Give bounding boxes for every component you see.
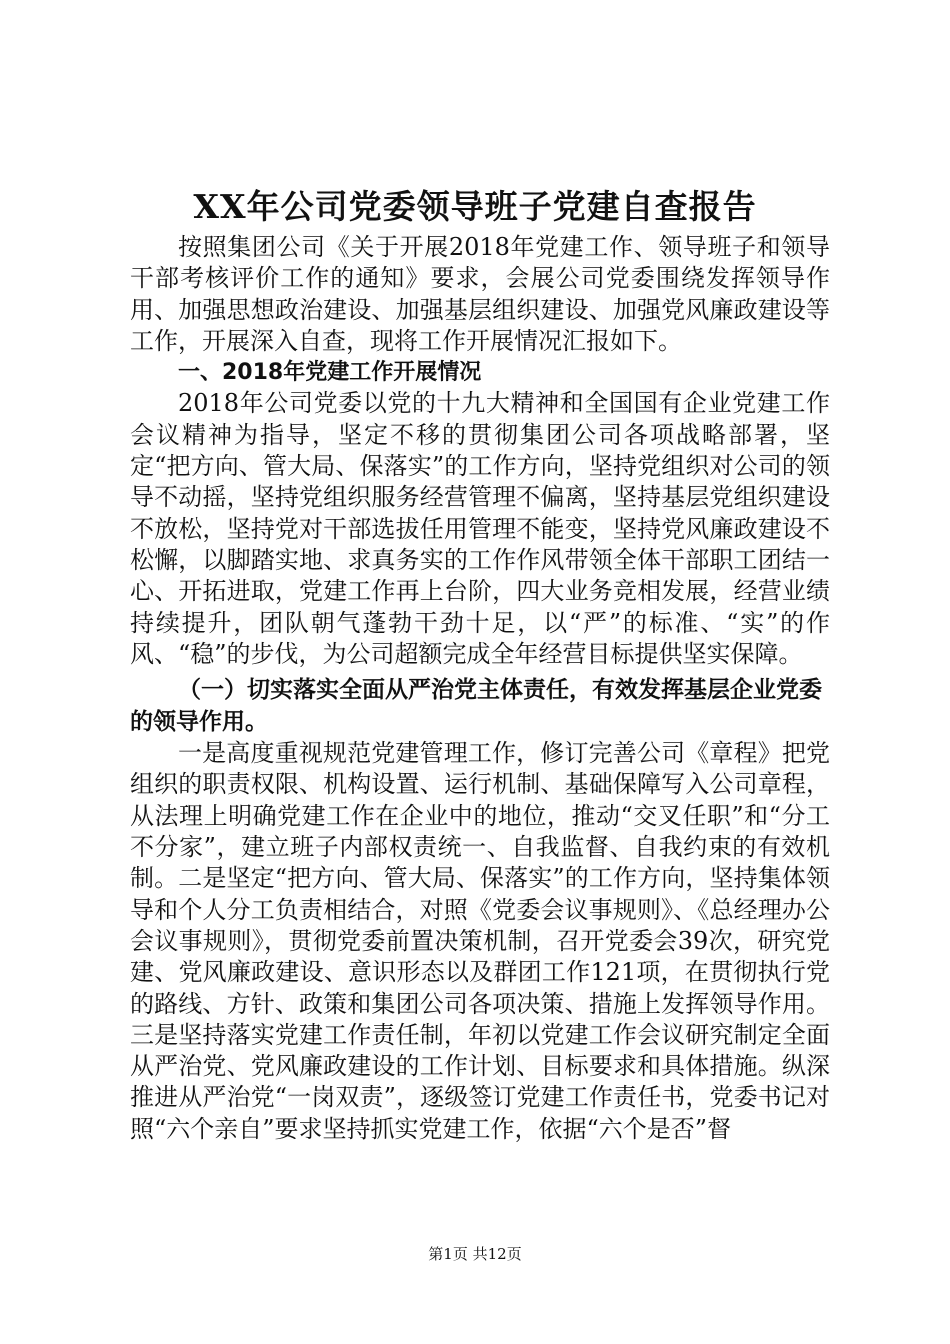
page-number: 第1页 共12页 [428,1245,522,1263]
intro-paragraph: 按照集团公司《关于开展2018年党建工作、领导班子和领导干部考核评价工作的通知》要求，会展公司党委围绕发挥领导作用、加强思想政治建设、加强基层组织建设、加强党风廉政建设等工作，开展深入自查，现将工作开展情况汇报如下。 [130,233,830,355]
section-paragraph: 2018年公司党委以党的十九大精神和全国国有企业党建工作会议精神为指导，坚定不移的贯彻集团公司各项战略部署，坚定“把方向、管大局、保落实”的工作方向，坚持党组织对公司的领导不动摇，坚持党组织服务经营管理不偏离，坚持基层党组织建设不放松，坚持党对干部选拔任用管理不能变，坚持党风廉政建设不松懈，以脚踏实地、求真务实的工作作风带领全体干部职工团结一心、开拓进取，党建工作再上台阶，四大业务竞相发展，经营业绩持续提升，团队朝气蓬勃干劲十足，以“严”的标准、“实”的作风、“稳”的步伐，为公司超额完成全年经营目标提供坚实保障。 [130,389,830,668]
subsection-paragraph: 一是高度重视规范党建管理工作，修订完善公司《章程》把党组织的职责权限、机构设置、运行机制、基础保障写入公司章程，从法理上明确党建工作在企业中的地位，推动“交叉任职”和“分工不分家”，建立班子内部权责统一、自我监督、自我约束的有效机制。二是坚定“把方向、管大局、保落实”的工作方向，坚持集体领导和个人分工负责相结合，对照《党委会议事规则》、《总经理办公会议事规则》，贯彻党委前置决策机制，召开党委会39次，研究党建、党风廉政建设、意识形态以及群团工作121项，在贯彻执行党的路线、方针、政策和集团公司各项决策、措施上发挥领导作用。三是坚持落实党建工作责任制，年初以党建工作会议研究制定全面从严治党、党风廉政建设的工作计划、目标要求和具体措施。纵深推进从严治党“一岗双责”，逐级签订党建工作责任书，党委书记对照“六个亲自”要求坚持抓实党建工作，依据“六个是否”督 [130,739,830,1143]
document-body [130,232,830,1145]
subsection-heading: （一）切实落实全面从严治党主体责任，有效发挥基层企业党委的领导作用。 [130,677,822,736]
document-title: XX年公司党委领导班子党建自查报告 [193,187,757,226]
section-heading: 一、2018年党建工作开展情况 [178,360,482,386]
